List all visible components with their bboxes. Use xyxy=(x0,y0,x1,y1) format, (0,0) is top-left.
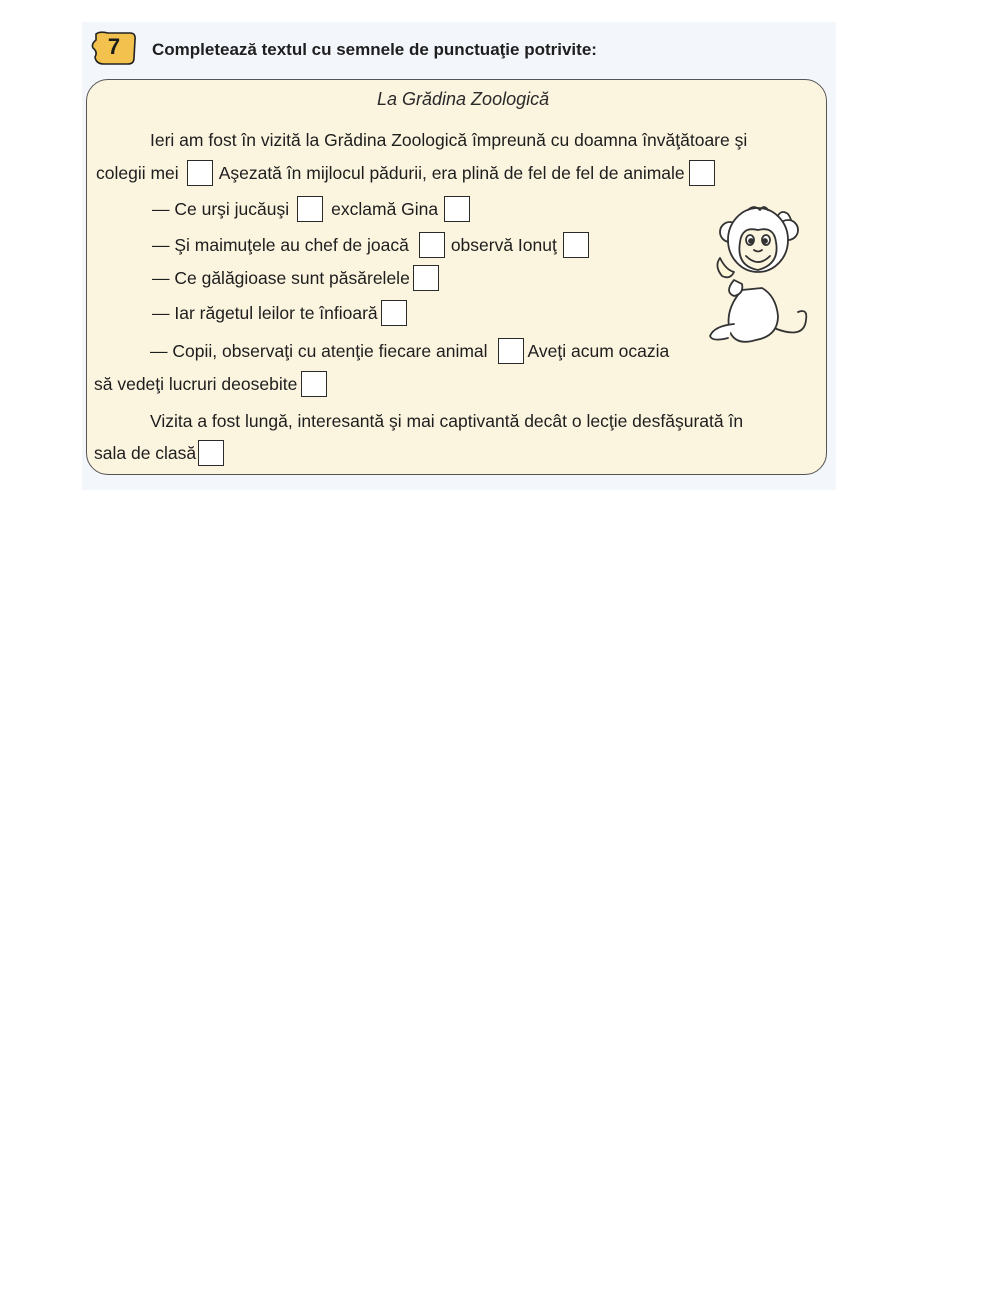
exercise-number: 7 xyxy=(107,34,121,59)
story-text: Aveţi acum ocazia xyxy=(527,340,670,361)
story-text: observă Ionuţ xyxy=(450,234,557,255)
punctuation-answer-box[interactable] xyxy=(297,196,323,222)
story-text: — Ce gălăgioase sunt păsărelele xyxy=(152,267,410,288)
story-line xyxy=(94,440,227,466)
story-text: — Iar răgetul leilor te înfioară xyxy=(152,302,378,323)
exercise-instruction: Completează textul cu semnele de punctuaţie potrivite: xyxy=(152,40,597,59)
story-text: — Şi maimuţele au chef de joacă xyxy=(152,234,409,255)
punctuation-answer-box[interactable] xyxy=(381,300,407,326)
story-text: — Copii, observaţi cu atenţie fiecare animal xyxy=(150,340,488,361)
monkey-icon xyxy=(704,200,818,360)
story-line xyxy=(152,300,410,326)
story-line xyxy=(150,130,820,151)
story-line xyxy=(94,371,330,397)
punctuation-answer-box[interactable] xyxy=(187,160,213,186)
punctuation-answer-box[interactable] xyxy=(563,232,589,258)
story-text: să vedeţi lucruri deosebite xyxy=(94,373,298,394)
punctuation-answer-box[interactable] xyxy=(413,265,439,291)
punctuation-answer-box[interactable] xyxy=(419,232,445,258)
punctuation-answer-box[interactable] xyxy=(689,160,715,186)
story-text: exclamă Gina xyxy=(331,198,439,219)
story-text: sala de clasă xyxy=(94,442,197,463)
story-line xyxy=(96,160,718,186)
punctuation-answer-box[interactable] xyxy=(198,440,224,466)
exercise-number-badge xyxy=(90,30,138,66)
story-text: Aşezată în mijlocul pădurii, era plină de fel de fel de animale xyxy=(218,162,685,183)
story-title: La Grădina Zoologică xyxy=(377,89,550,109)
punctuation-answer-box[interactable] xyxy=(498,338,524,364)
story-line xyxy=(152,196,473,222)
story-line xyxy=(150,338,669,364)
story-line xyxy=(152,265,442,291)
story-text: Vizita a fost lungă, interesantă şi mai captivantă decât o lecţie desfăşurată în xyxy=(150,411,744,431)
punctuation-answer-box[interactable] xyxy=(444,196,470,222)
story-line xyxy=(150,411,816,432)
story-text: Ieri am fost în vizită la Grădina Zoologică împreună cu doamna învăţătoare şi xyxy=(150,130,748,150)
story-text: — Ce urşi jucăuşi xyxy=(152,198,290,219)
story-line xyxy=(152,232,592,258)
story-text: colegii mei xyxy=(96,162,179,183)
punctuation-answer-box[interactable] xyxy=(301,371,327,397)
